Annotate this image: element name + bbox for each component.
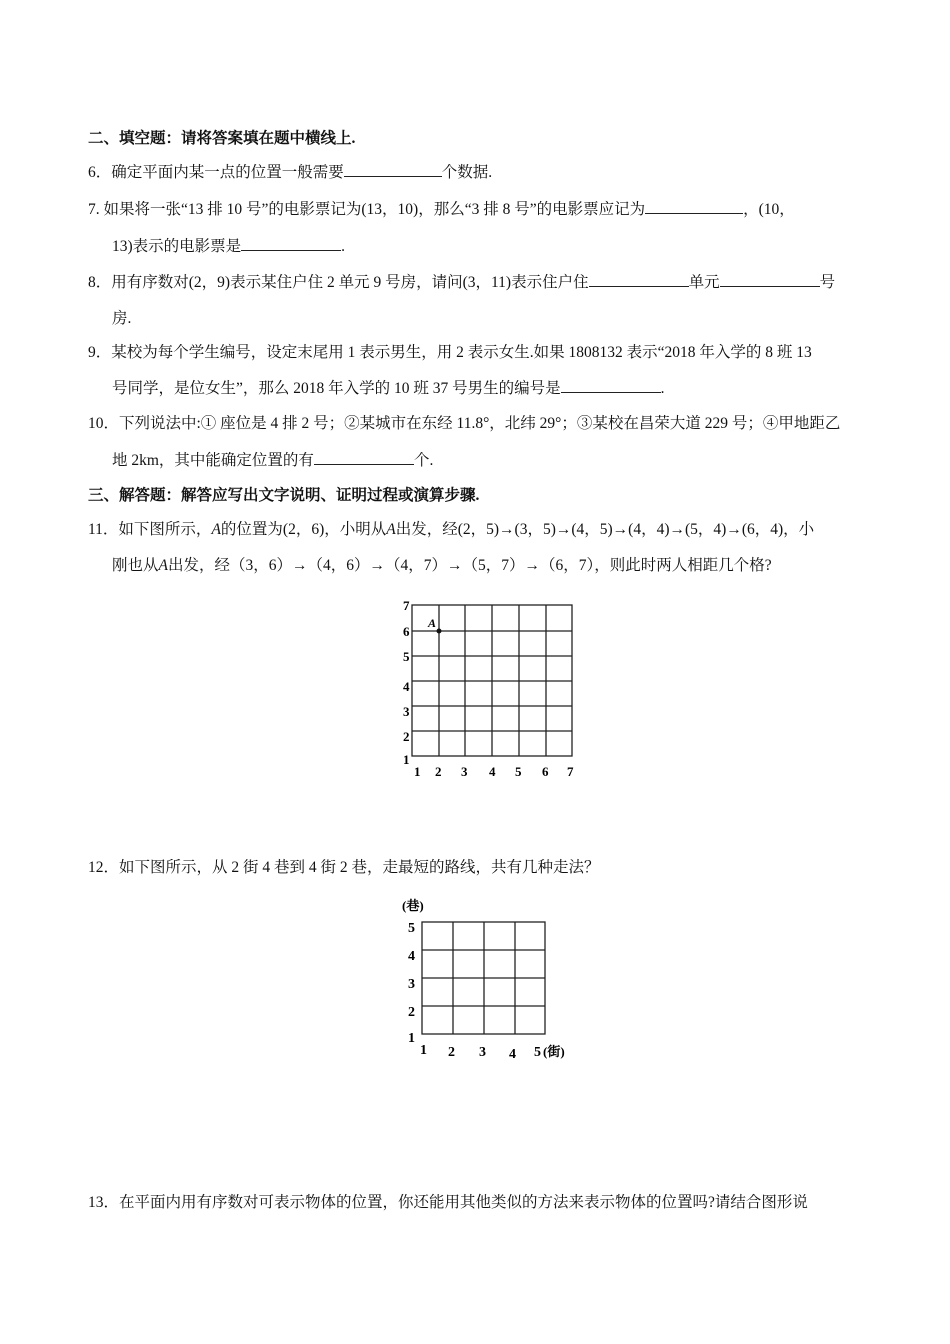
q6-answer-blank[interactable] (344, 162, 442, 177)
question-7-line1 (88, 197, 795, 219)
grid1-x-label-6: 6 (542, 764, 549, 779)
q9-text-2b: . (660, 380, 665, 397)
grid1-y-label-6: 6 (403, 624, 410, 639)
grid1-y-label-1: 1 (403, 752, 410, 767)
grid2-y-label-1: 1 (408, 1031, 415, 1046)
question-11-line2 (112, 553, 772, 575)
q6-text-b: 个数据. (441, 164, 493, 181)
q11-text-1b: 的位置为(2，6)，小明从 (220, 521, 387, 538)
question-8-line1 (88, 270, 835, 292)
grid1-y-label-2: 2 (403, 729, 410, 744)
q10-text-2a: 地 2km，其中能确定位置的有 (112, 452, 314, 469)
grid2-x-label-2: 2 (448, 1045, 455, 1060)
q11-text-1a: 11．如下图所示， (88, 521, 212, 538)
grid1-x-label-2: 2 (435, 764, 442, 779)
grid-figure-1 (390, 596, 590, 786)
question-6 (88, 160, 492, 182)
question-13: 13．在平面内用有序数对可表示物体的位置，你还能用其他类似的方法来表示物体的位置吗?请结合图形说 (88, 1194, 808, 1211)
q8-text-1b: 单元 (688, 274, 720, 291)
grid2-x-label-4: 4 (509, 1047, 516, 1062)
q11-point-a-3: A (158, 557, 168, 574)
q7-text-1a: 7. 如果将一张“13 排 10 号”的电影票记为(13，10)，那么“3 排 8 号”的电影票应记为 (88, 201, 646, 218)
q7-answer-blank-2[interactable] (241, 236, 341, 251)
grid1-x-label-3: 3 (461, 764, 468, 779)
question-9-line2 (112, 376, 665, 398)
q9-text-2a: 号同学，是位女生”，那么 2018 年入学的 10 班 37 号男生的编号是 (112, 380, 561, 397)
grid2-lines (422, 922, 545, 1034)
q8-answer-blank-1[interactable] (589, 272, 689, 287)
q7-text-2b: . (341, 238, 346, 255)
q10-answer-blank[interactable] (314, 450, 414, 465)
grid2-y-label-3: 3 (408, 977, 415, 992)
q8-text-1c: 号 (819, 274, 836, 291)
grid1-point-a-label: A (428, 616, 437, 630)
grid2-x-axis-label: (街) (543, 1044, 565, 1059)
q11-text-2a: 刚也从 (112, 557, 159, 574)
grid1-y-label-7: 7 (403, 598, 410, 613)
q11-point-a: A (211, 521, 221, 538)
q7-text-2a: 13)表示的电影票是 (112, 238, 242, 255)
grid1-y-label-4: 4 (403, 679, 410, 694)
grid1-point-a-dot (437, 629, 442, 634)
grid1-y-label-3: 3 (403, 704, 410, 719)
q11-text-1c: 出发，经(2，5)→(3，5)→(4，5)→(4，4)→(5，4)→(6，4)，小 (395, 521, 815, 538)
q7-text-1b: ，(10， (743, 201, 795, 218)
grid2-x-label-3: 3 (479, 1045, 486, 1060)
q11-text-2b: 出发，经（3，6）→（4，6）→（4，7）→（5，7）→（6，7），则此时两人相距几个格? (167, 557, 772, 574)
q6-text-a: 6．确定平面内某一点的位置一般需要 (88, 164, 344, 181)
question-12: 12．如下图所示，从 2 街 4 巷到 4 街 2 巷，走最短的路线，共有几种走法？ (88, 859, 600, 876)
grid2-y-label-5: 5 (408, 921, 415, 936)
grid2-y-label-4: 4 (408, 949, 415, 964)
question-10-line2 (112, 448, 433, 470)
grid1-x-label-1: 1 (414, 764, 421, 779)
q11-point-a-2: A (386, 521, 396, 538)
grid2-y-label-2: 2 (408, 1005, 415, 1020)
question-8-line2: 房. (112, 310, 132, 327)
grid1-x-label-7: 7 (567, 764, 574, 779)
grid1-x-label-5: 5 (515, 764, 522, 779)
grid2-x-label-1: 1 (420, 1043, 427, 1058)
q9-answer-blank[interactable] (561, 378, 661, 393)
grid1-y-label-5: 5 (403, 649, 410, 664)
question-11-line1 (88, 517, 814, 539)
section3-title: 三、解答题：解答应写出文字说明、证明过程或演算步骤. (88, 487, 480, 504)
q8-answer-blank-2[interactable] (720, 272, 820, 287)
question-10-line1: 10．下列说法中:① 座位是 4 排 2 号；②某城市在东经 11.8°，北纬 29°；③某校在昌荣大道 229 号；④甲地距乙 (88, 415, 841, 432)
section2-title: 二、填空题：请将答案填在题中横线上. (88, 130, 356, 147)
q8-text-1a: 8．用有序数对(2，9)表示某住户住 2 单元 9 号房，请问(3，11)表示住户住 (88, 274, 589, 291)
question-7-line2 (112, 234, 345, 256)
question-9-line1: 9．某校为每个学生编号，设定末尾用 1 表示男生，用 2 表示女生.如果 1808132 表示“2018 年入学的 8 班 13 (88, 344, 812, 361)
grid2-y-axis-label: (巷) (402, 898, 424, 913)
q7-answer-blank-1[interactable] (645, 199, 743, 214)
q10-text-2b: 个. (413, 452, 434, 469)
grid1-x-label-4: 4 (489, 764, 496, 779)
grid2-x-label-5: 5 (534, 1045, 541, 1060)
grid-figure-2 (400, 892, 600, 1074)
